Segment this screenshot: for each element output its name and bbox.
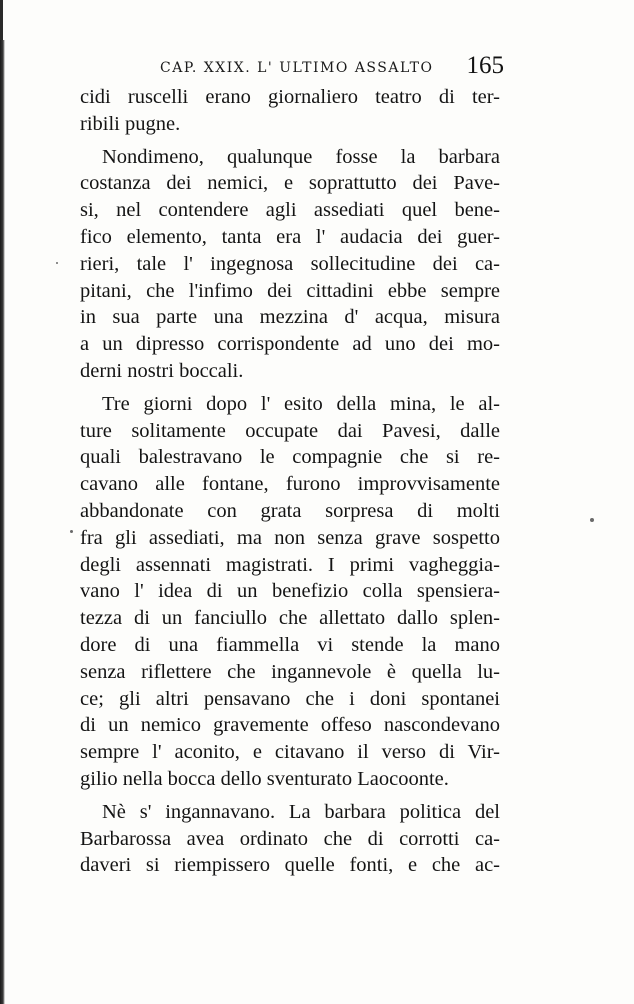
text-line: ribili pugne. <box>80 112 181 135</box>
text-line: daveri si riempissero quelle fonti, e che ac- <box>80 854 500 877</box>
text-line: tezza di un fanciullo che allettato dallo splen- <box>80 607 500 630</box>
text-line: a un dipresso corrispondente ad uno dei mo- <box>80 333 500 356</box>
text-line: fra gli assediati, ma non senza grave sospetto <box>80 526 500 549</box>
text-line: cidi ruscelli erano giornaliero teatro di ter- <box>80 86 500 108</box>
print-speck <box>590 518 594 522</box>
text-line: costanza dei nemici, e soprattutto dei Pave- <box>80 172 500 195</box>
print-speck <box>56 262 58 264</box>
text-line: ture solitamente occupate dai Pavesi, dalle <box>80 419 500 442</box>
text-line: si, nel contendere agli assediati quel bene- <box>80 199 500 222</box>
page-binding-shadow <box>0 40 5 1004</box>
print-speck <box>70 530 73 533</box>
text-line: Barbarossa avea ordinato che di corrotti ca- <box>80 827 500 850</box>
text-line: pitani, che l'infimo dei cittadini ebbe sempre <box>80 279 500 302</box>
text-line: fico elemento, tanta era l' audacia dei guer- <box>80 225 500 248</box>
running-head: CAP. XXIX. L' ULTIMO ASSALTO <box>160 60 434 76</box>
text-line: vano l' idea di un benefizio colla spensiera- <box>80 580 500 603</box>
text-line: quali balestravano le compagnie che si re- <box>80 446 500 469</box>
text-line: rieri, tale l' ingegnosa sollecitudine dei ca- <box>80 252 500 275</box>
text-line: dore di una fiammella vi stende la mano <box>80 633 500 656</box>
paragraph-start-line: Nè s' ingannavano. La barbara politica del <box>102 800 500 823</box>
text-line: in sua parte una mezzina d' acqua, misura <box>80 306 500 329</box>
text-line: senza riflettere che ingannevole è quella lu- <box>80 660 500 683</box>
text-line: di un nemico gravemente offeso nascondevano <box>80 714 500 737</box>
page-number: 165 <box>466 52 504 79</box>
body-text <box>80 84 500 879</box>
paragraph-start-line: Nondimeno, qualunque fosse la barbara <box>102 145 500 168</box>
text-line: cavano alle fontane, furono improvvisamente <box>80 473 500 496</box>
paragraph-start-line: Tre giorni dopo l' esito della mina, le al- <box>102 392 500 415</box>
text-line: gilio nella bocca dello sventurato Laocoonte. <box>80 767 449 790</box>
text-line: sempre l' aconito, e citavano il verso di Vir- <box>80 741 500 764</box>
text-line: ce; gli altri pensavano che i doni spontanei <box>80 687 500 710</box>
text-line: degli assennati magistrati. I primi vagheggia- <box>80 553 500 576</box>
text-line: abbandonate con grata sorpresa di molti <box>80 499 500 522</box>
text-line: derni nostri boccali. <box>80 359 244 382</box>
